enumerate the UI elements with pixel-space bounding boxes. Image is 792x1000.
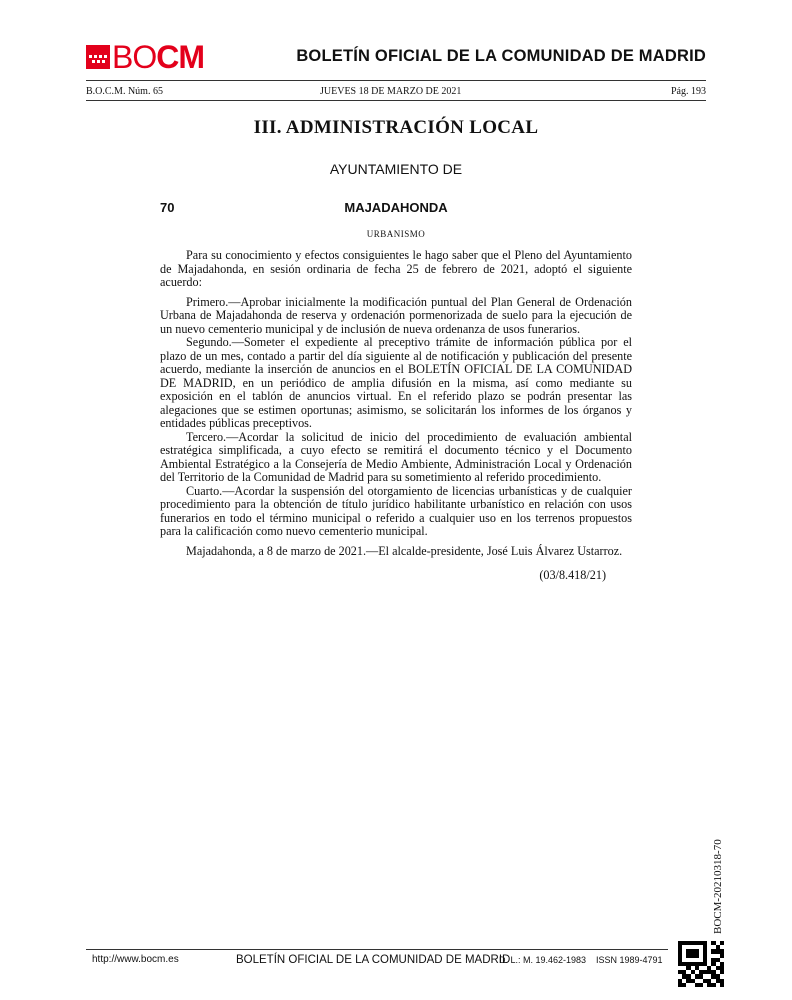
bulletin-title: BOLETÍN OFICIAL DE LA COMUNIDAD DE MADRID xyxy=(296,47,706,65)
section-title: III. ADMINISTRACIÓN LOCAL xyxy=(253,117,539,138)
announcement-body xyxy=(160,249,632,558)
paragraph-intro: Para su conocimiento y efectos consiguientes le hago saber que el Pleno del Ayuntamiento de Majadahonda, en sesión ordinaria de fecha 25 de febrero de 2021, adoptó el siguiente acuerdo: xyxy=(160,248,632,289)
bulletin-date: JUEVES 18 DE MARZO DE 2021 xyxy=(320,86,462,97)
meta-divider xyxy=(86,100,706,101)
announcement-reference: (03/8.418/21) xyxy=(539,568,606,582)
logo-text-bo: BO xyxy=(112,39,157,75)
municipality-heading: MAJADAHONDA xyxy=(344,200,448,215)
topic-heading: URBANISMO xyxy=(366,229,426,239)
qr-code-icon xyxy=(678,941,724,987)
ayuntamiento-heading: AYUNTAMIENTO DE xyxy=(329,161,463,177)
paragraph-primero: Primero.—Aprobar inicialmente la modificación puntual del Plan General de Ordenación Urbana de Majadahonda de reserva y ordenación pormenorizada de suelo para la ejecución de un nuevo cementerio municipal y de inclusión de nueva ordenanza de usos funerarios. xyxy=(160,294,632,336)
footer-url-link[interactable]: http://www.bocm.es xyxy=(92,954,179,965)
announcement-number: 70 xyxy=(160,200,175,215)
footer-title: BOLETÍN OFICIAL DE LA COMUNIDAD DE MADRID xyxy=(236,954,511,966)
bocm-logo xyxy=(86,39,204,75)
bulletin-number: B.O.C.M. Núm. 65 xyxy=(86,86,163,97)
bocm-side-code: BOCM-20210318-70 xyxy=(712,839,724,934)
paragraph-segundo: Segundo.—Someter el expediente al preceptivo trámite de información pública por el plazo de un mes, contado a partir del día siguiente al de notificación y publicación del presente acuerdo, mediante la inserción de anuncios en el BOLETÍN OFICIAL DE LA COMUNIDAD DE MADRID, en un periódico de amplia difusión en la misma, así como mediante su exposición en el tablón de anuncios virtual. En el referido plazo se podrán presentar las alegaciones que se estimen oportunas; asimismo, se solicitarán los informes de los órganos y entidades públicas preceptivos. xyxy=(160,335,632,430)
header-divider xyxy=(86,80,706,81)
paragraph-signature: Majadahonda, a 8 de marzo de 2021.—El alcalde-presidente, José Luis Álvarez Ustarroz. xyxy=(186,543,623,558)
footer-issn: ISSN 1989-4791 xyxy=(596,955,663,965)
madrid-flag-icon xyxy=(86,45,110,69)
logo-text-cm: CM xyxy=(156,39,204,75)
page-number: Pág. 193 xyxy=(671,86,706,97)
footer-legal-deposit: D. L.: M. 19.462-1983 xyxy=(499,955,587,965)
paragraph-tercero: Tercero.—Acordar la solicitud de inicio del procedimiento de evaluación ambiental estratégica simplificada, a cuyo efecto se remitirá el documento técnico y el Documento Ambiental Estratégico a la Consejería de Medio Ambiente, Administración Local y Ordenación del Territorio de la Comunidad de Madrid para su sometimiento al referido procedimiento. xyxy=(160,429,632,484)
paragraph-cuarto: Cuarto.—Acordar la suspensión del otorgamiento de licencias urbanísticas y de cualquier procedimiento para la obtención de título jurídico habilitante urbanístico en relación con usos funerarios en todo el término municipal o referido a cualquier uso en los terrenos propuestos para la calificación como nuevo cementerio municipal. xyxy=(160,483,632,538)
footer-divider xyxy=(86,949,668,950)
